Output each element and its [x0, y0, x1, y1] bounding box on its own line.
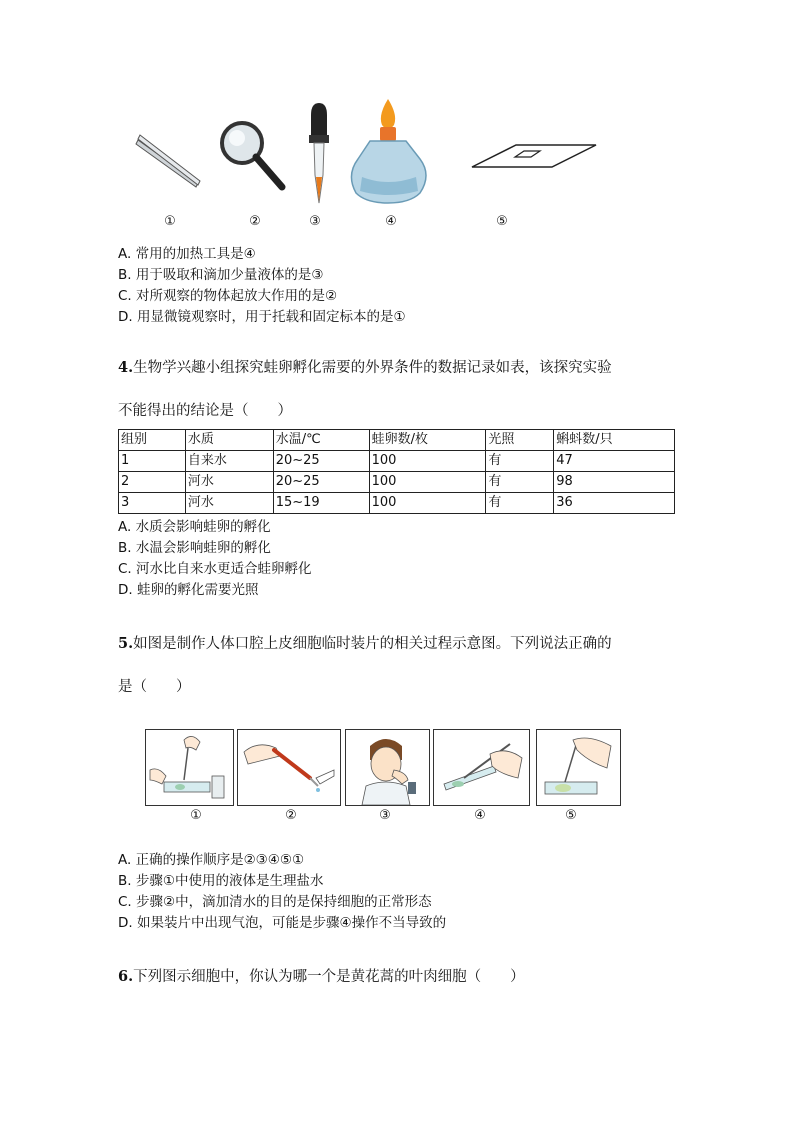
header-cell: 蝌蚪数/只	[554, 430, 675, 451]
step-label-4: ④	[474, 808, 486, 823]
q5-option-c[interactable]: C. 步骤②中，滴加清水的目的是保持细胞的正常形态	[118, 894, 432, 910]
magnifier-icon	[222, 123, 282, 187]
header-cell: 蛙卵数/枚	[369, 430, 486, 451]
table-row	[119, 472, 675, 493]
step-5-panel	[536, 729, 621, 806]
table-cell: 100	[369, 451, 486, 472]
q4-option-d[interactable]: D. 蛙卵的孵化需要光照	[118, 582, 259, 598]
q4-stem-line2: 不能得出的结论是（ ）	[118, 403, 292, 419]
q4-option-c[interactable]: C. 河水比自来水更适合蛙卵孵化	[118, 561, 312, 577]
q3-option-b[interactable]: B. 用于吸取和滴加少量液体的是③	[118, 267, 324, 283]
q5-option-a[interactable]: A. 正确的操作顺序是②③④⑤①	[118, 852, 305, 868]
table-cell: 15~19	[273, 493, 369, 514]
staining-icon	[537, 730, 620, 805]
table-cell: 有	[486, 493, 554, 514]
table-row	[119, 493, 675, 514]
table-cell: 20~25	[273, 451, 369, 472]
table-cell: 100	[369, 493, 486, 514]
table-cell: 2	[119, 472, 186, 493]
table-cell: 36	[554, 493, 675, 514]
table-header-row	[119, 430, 675, 451]
q4-option-a[interactable]: A. 水质会影响蛙卵的孵化	[118, 519, 271, 535]
q4-number: 4.	[118, 359, 134, 376]
alcohol-lamp-icon	[351, 99, 426, 203]
q3-option-c[interactable]: C. 对所观察的物体起放大作用的是②	[118, 288, 338, 304]
glass-slide-icon	[472, 145, 596, 167]
step-label-1: ①	[190, 808, 202, 823]
q6-stem-line1: 6.下列图示细胞中，你认为哪一个是黄花蒿的叶肉细胞（ ）	[118, 968, 525, 985]
step-label-3: ③	[379, 808, 391, 823]
q6-number: 6.	[118, 968, 134, 985]
table-cell: 自来水	[185, 451, 273, 472]
table-cell: 有	[486, 472, 554, 493]
q5-option-b[interactable]: B. 步骤①中使用的液体是生理盐水	[118, 873, 324, 889]
q4-option-b[interactable]: B. 水温会影响蛙卵的孵化	[118, 540, 271, 556]
header-cell: 水温/℃	[273, 430, 369, 451]
tool-label-5: ⑤	[496, 214, 508, 229]
tool-label-2: ②	[249, 214, 261, 229]
tool-label-3: ③	[309, 214, 321, 229]
table-cell: 3	[119, 493, 186, 514]
step-label-2: ②	[285, 808, 297, 823]
mouth-scraping-icon	[346, 730, 429, 805]
q5-option-d[interactable]: D. 如果装片中出现气泡，可能是步骤④操作不当导致的	[118, 915, 447, 931]
tweezers-coverslip-icon	[434, 730, 529, 805]
header-cell: 光照	[486, 430, 554, 451]
tools-illustration	[120, 95, 610, 210]
q3-option-a[interactable]: A. 常用的加热工具是④	[118, 246, 256, 262]
tool-label-1: ①	[164, 214, 176, 229]
dropper-icon	[309, 103, 329, 203]
q3-option-d[interactable]: D. 用显微镜观察时，用于托载和固定标本的是①	[118, 309, 406, 325]
table-cell: 20~25	[273, 472, 369, 493]
table-cell: 河水	[185, 493, 273, 514]
step-label-5: ⑤	[565, 808, 577, 823]
dropper-hand-icon	[238, 730, 340, 805]
dropping-saline-icon	[146, 730, 233, 805]
q4-stem-line1: 4.生物学兴趣小组探究蛙卵孵化需要的外界条件的数据记录如表，该探究实验	[118, 359, 612, 376]
header-cell: 水质	[185, 430, 273, 451]
tool-label-4: ④	[385, 214, 397, 229]
step-1-panel	[145, 729, 234, 806]
table-row	[119, 451, 675, 472]
table-cell: 1	[119, 451, 186, 472]
q4-data-table	[118, 429, 675, 514]
step-4-panel	[433, 729, 530, 806]
q5-stem-line1: 5.如图是制作人体口腔上皮细胞临时装片的相关过程示意图。下列说法正确的	[118, 635, 612, 652]
header-cell: 组别	[119, 430, 186, 451]
q5-number: 5.	[118, 635, 134, 652]
table-cell: 47	[554, 451, 675, 472]
step-2-panel	[237, 729, 341, 806]
table-cell: 河水	[185, 472, 273, 493]
table-cell: 98	[554, 472, 675, 493]
table-cell: 有	[486, 451, 554, 472]
tweezers-icon	[136, 135, 200, 187]
q5-stem-line2: 是（ ）	[118, 679, 191, 695]
step-3-panel	[345, 729, 430, 806]
table-cell: 100	[369, 472, 486, 493]
